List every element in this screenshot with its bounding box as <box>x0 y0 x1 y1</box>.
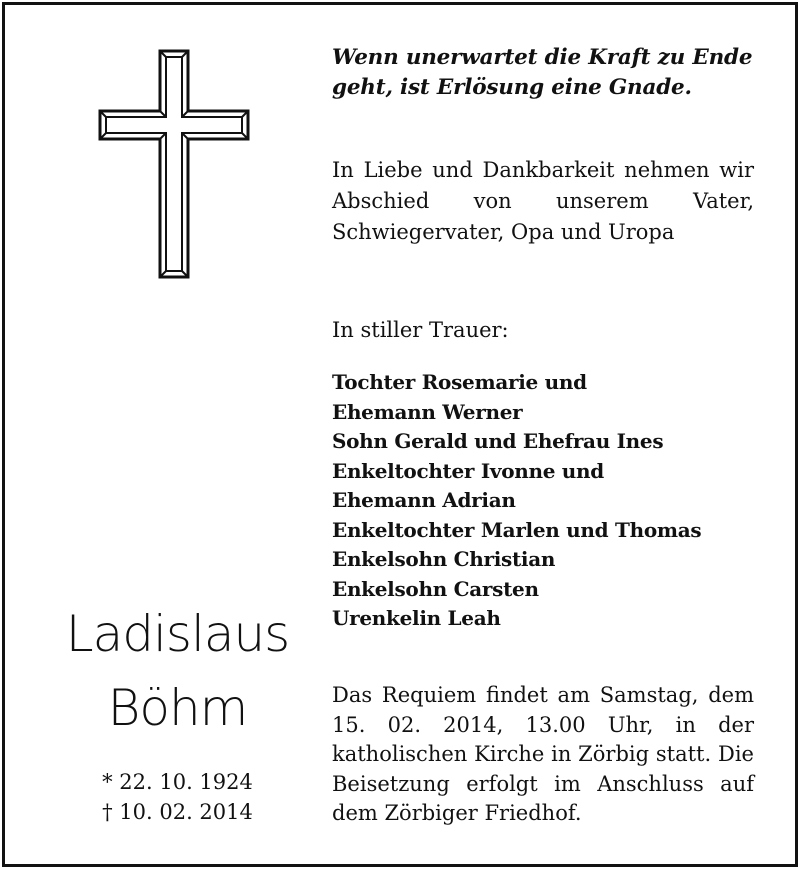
birth-date: * 22. 10. 1924 <box>102 770 253 794</box>
family-member: Enkeltochter Marlen und Thomas <box>332 517 702 542</box>
family-member: Sohn Gerald und Ehefrau Ines <box>332 429 664 453</box>
obituary-text-column <box>332 43 754 826</box>
family-list <box>332 368 701 634</box>
death-date: † 10. 02. 2014 <box>102 800 253 824</box>
family-member: Ehemann Adrian <box>332 488 516 512</box>
mourning-label: In stiller Trauer: <box>332 318 509 342</box>
family-member: Ehemann Werner <box>332 399 523 424</box>
motto-text: Wenn unerwartet die Kraft zu Ende geht, ist Erlösung eine Gnade. <box>332 45 753 100</box>
intro-text: In Liebe und Dankbarkeit nehmen wir Abschied von unserem Vater, Schwiegervater, Opa und Uropa <box>332 158 754 244</box>
family-member: Urenkelin Leah <box>332 606 501 630</box>
family-member: Enkeltochter Ivonne und <box>332 458 604 483</box>
obituary-frame <box>2 2 798 867</box>
family-member: Enkelsohn Christian <box>332 547 556 571</box>
deceased-first-name: Ladislaus <box>65 605 290 663</box>
family-member: Enkelsohn Carsten <box>332 576 539 601</box>
deceased-last-name: Böhm <box>107 679 248 737</box>
requiem-info: Das Requiem findet am Samstag, dem 15. 02. 2014, 13.00 Uhr, in der katholischen Kirche in Zörbig statt. Die Beisetzung erfolgt im Anschluss auf dem Zörbiger Friedhof. <box>332 683 754 826</box>
family-member: Tochter Rosemarie und <box>332 370 587 394</box>
cross-icon <box>93 45 255 283</box>
